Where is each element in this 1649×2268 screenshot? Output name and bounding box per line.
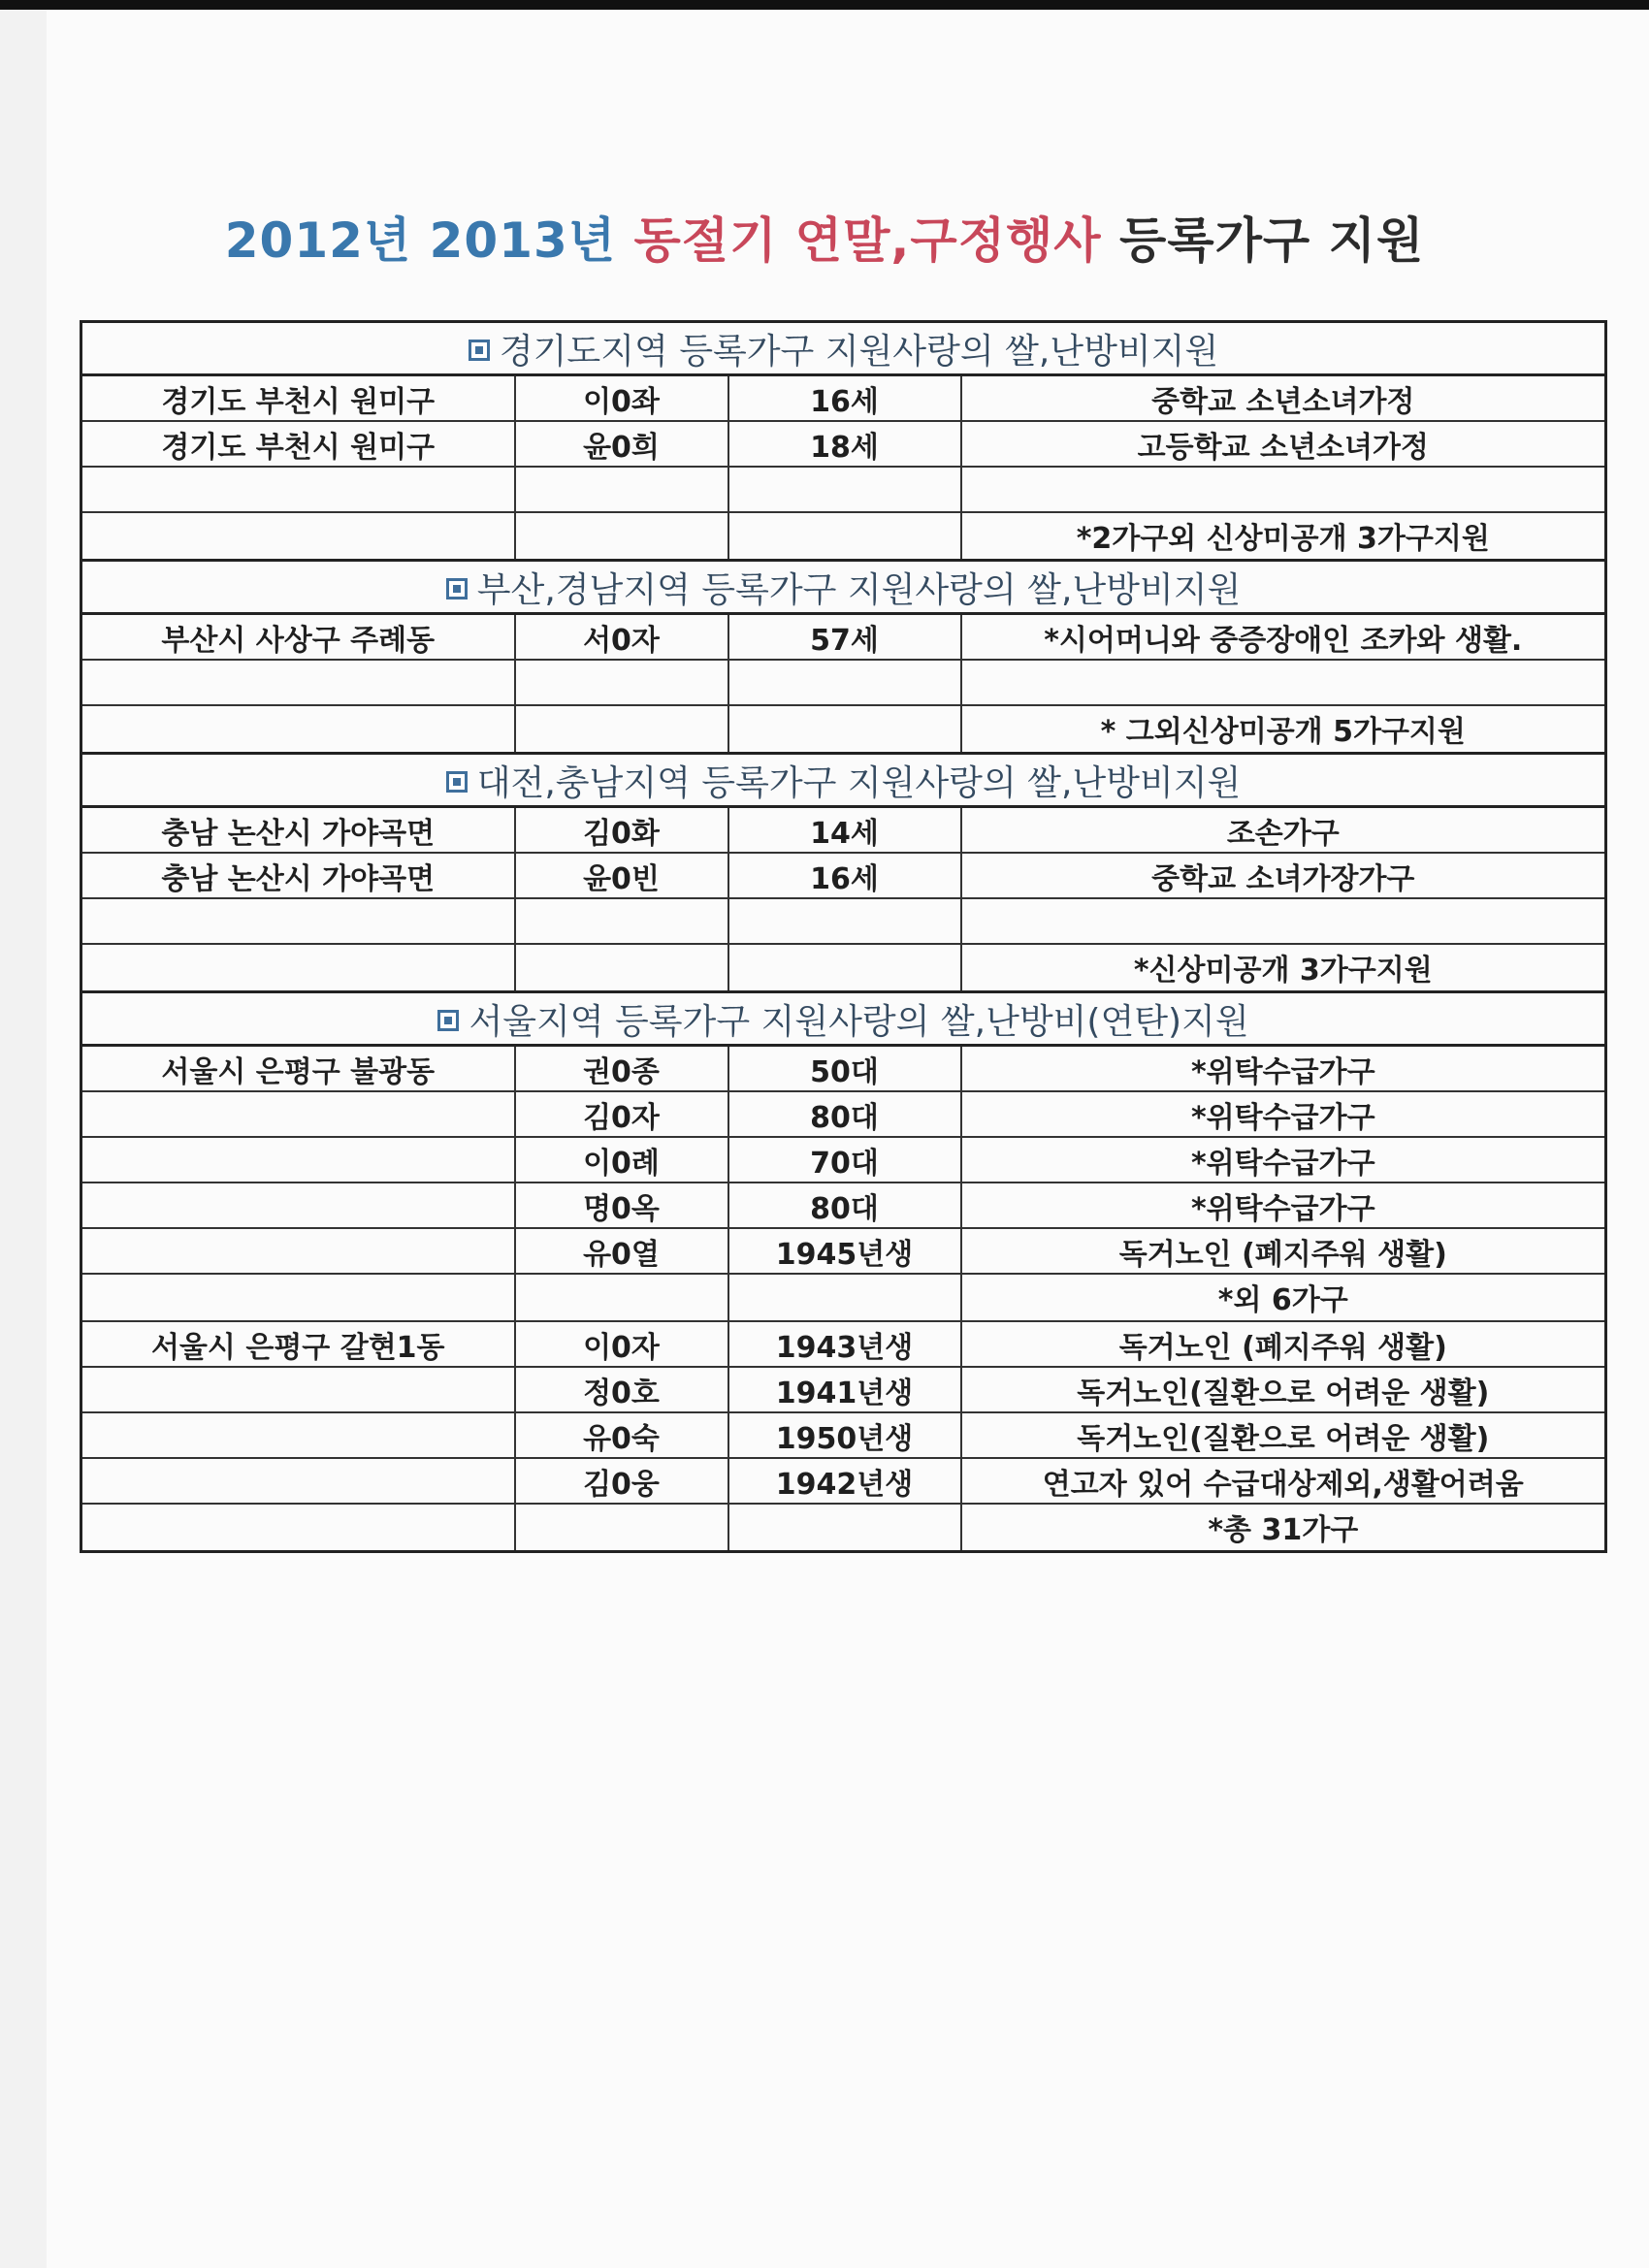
table-row (81, 944, 1606, 992)
note-cell: 고등학교 소년소녀가정 (961, 421, 1606, 467)
table-row (81, 614, 1606, 661)
region-cell (81, 512, 515, 561)
note-cell: *신상미공개 3가구지원 (961, 944, 1606, 992)
age-cell (728, 1504, 961, 1552)
table-row (81, 705, 1606, 754)
section-header (81, 754, 1606, 807)
name-cell: 김0자 (515, 1091, 728, 1137)
name-cell: 윤0빈 (515, 853, 728, 898)
age-cell: 14세 (728, 807, 961, 854)
note-cell: *2가구외 신상미공개 3가구지원 (961, 512, 1606, 561)
section-header (81, 561, 1606, 614)
section-header-row (81, 322, 1606, 375)
table-row (81, 1321, 1606, 1367)
table-row (81, 1183, 1606, 1228)
square-icon (469, 340, 490, 361)
region-cell (81, 660, 515, 705)
name-cell (515, 512, 728, 561)
name-cell: 김0웅 (515, 1458, 728, 1504)
region-cell (81, 1504, 515, 1552)
title-event: 동절기 연말,구정행사 (633, 212, 1102, 269)
region-cell: 경기도 부천시 원미구 (81, 375, 515, 422)
region-cell (81, 1274, 515, 1321)
age-cell: 57세 (728, 614, 961, 661)
name-cell: 이0좌 (515, 375, 728, 422)
age-cell (728, 944, 961, 992)
page-title (0, 202, 1649, 272)
note-cell: 중학교 소년소녀가정 (961, 375, 1606, 422)
name-cell: 권0종 (515, 1046, 728, 1092)
table-row (81, 660, 1606, 705)
name-cell (515, 467, 728, 512)
note-cell: * 그외신상미공개 5가구지원 (961, 705, 1606, 754)
title-subject: 등록가구 지원 (1119, 212, 1425, 269)
note-cell (961, 898, 1606, 944)
table-row (81, 1458, 1606, 1504)
section-header (81, 322, 1606, 375)
square-icon (437, 1010, 459, 1031)
note-cell: 독거노인 (폐지주워 생활) (961, 1228, 1606, 1274)
region-cell: 서울시 은평구 갈현1동 (81, 1321, 515, 1367)
region-cell (81, 1458, 515, 1504)
age-cell (728, 705, 961, 754)
age-cell: 80대 (728, 1183, 961, 1228)
age-cell: 16세 (728, 375, 961, 422)
name-cell: 윤0희 (515, 421, 728, 467)
table-row (81, 807, 1606, 854)
table-row (81, 1367, 1606, 1412)
region-cell (81, 898, 515, 944)
note-cell: 중학교 소녀가장가구 (961, 853, 1606, 898)
note-cell: *시어머니와 중증장애인 조카와 생활. (961, 614, 1606, 661)
table-row (81, 1228, 1606, 1274)
age-cell: 80대 (728, 1091, 961, 1137)
note-cell: 독거노인(질환으로 어려운 생활) (961, 1367, 1606, 1412)
name-cell: 서0자 (515, 614, 728, 661)
note-cell (961, 660, 1606, 705)
note-cell: *위탁수급가구 (961, 1046, 1606, 1092)
section-header (81, 992, 1606, 1046)
region-cell (81, 1137, 515, 1183)
table-row (81, 1274, 1606, 1321)
section-title: 경기도지역 등록가구 지원사랑의 쌀,난방비지원 (499, 331, 1219, 372)
support-table (80, 320, 1607, 1553)
region-cell (81, 705, 515, 754)
age-cell: 1950년생 (728, 1412, 961, 1458)
title-years: 2012년 2013년 (224, 212, 617, 269)
section-header-row (81, 992, 1606, 1046)
name-cell: 김0화 (515, 807, 728, 854)
region-cell (81, 1367, 515, 1412)
table-row (81, 853, 1606, 898)
age-cell: 50대 (728, 1046, 961, 1092)
name-cell: 유0열 (515, 1228, 728, 1274)
region-cell (81, 944, 515, 992)
region-cell: 충남 논산시 가야곡면 (81, 853, 515, 898)
age-cell: 1945년생 (728, 1228, 961, 1274)
table-row (81, 898, 1606, 944)
age-cell (728, 660, 961, 705)
age-cell: 18세 (728, 421, 961, 467)
note-cell: 독거노인 (폐지주워 생활) (961, 1321, 1606, 1367)
table-row (81, 375, 1606, 422)
age-cell (728, 898, 961, 944)
region-cell: 서울시 은평구 불광동 (81, 1046, 515, 1092)
region-cell (81, 1183, 515, 1228)
note-cell: *위탁수급가구 (961, 1091, 1606, 1137)
name-cell (515, 1274, 728, 1321)
age-cell: 16세 (728, 853, 961, 898)
region-cell (81, 1091, 515, 1137)
table-row (81, 467, 1606, 512)
age-cell: 70대 (728, 1137, 961, 1183)
age-cell: 1941년생 (728, 1367, 961, 1412)
scan-left-edge (0, 10, 47, 2268)
table-row (81, 1137, 1606, 1183)
name-cell (515, 944, 728, 992)
note-cell: *위탁수급가구 (961, 1183, 1606, 1228)
note-cell: 독거노인(질환으로 어려운 생활) (961, 1412, 1606, 1458)
region-cell: 부산시 사상구 주례동 (81, 614, 515, 661)
region-cell (81, 1228, 515, 1274)
name-cell: 명0옥 (515, 1183, 728, 1228)
note-cell (961, 467, 1606, 512)
section-title: 부산,경남지역 등록가구 지원사랑의 쌀,난방비지원 (476, 569, 1242, 610)
name-cell: 이0자 (515, 1321, 728, 1367)
age-cell: 1943년생 (728, 1321, 961, 1367)
name-cell: 유0숙 (515, 1412, 728, 1458)
note-cell: 연고자 있어 수급대상제외,생활어려움 (961, 1458, 1606, 1504)
name-cell: 정0호 (515, 1367, 728, 1412)
section-title: 대전,충남지역 등록가구 지원사랑의 쌀,난방비지원 (476, 762, 1242, 803)
square-icon (446, 578, 468, 599)
region-cell: 충남 논산시 가야곡면 (81, 807, 515, 854)
region-cell: 경기도 부천시 원미구 (81, 421, 515, 467)
note-cell: *총 31가구 (961, 1504, 1606, 1552)
note-cell: *외 6가구 (961, 1274, 1606, 1321)
age-cell (728, 467, 961, 512)
name-cell (515, 1504, 728, 1552)
table-row (81, 1091, 1606, 1137)
name-cell: 이0례 (515, 1137, 728, 1183)
section-header-row (81, 754, 1606, 807)
region-cell (81, 467, 515, 512)
section-header-row (81, 561, 1606, 614)
age-cell: 1942년생 (728, 1458, 961, 1504)
region-cell (81, 1412, 515, 1458)
section-title: 서울지역 등록가구 지원사랑의 쌀,난방비(연탄)지원 (469, 1001, 1249, 1042)
note-cell: *위탁수급가구 (961, 1137, 1606, 1183)
square-icon (446, 771, 468, 793)
table-row (81, 512, 1606, 561)
age-cell (728, 512, 961, 561)
name-cell (515, 660, 728, 705)
table-row (81, 421, 1606, 467)
age-cell (728, 1274, 961, 1321)
name-cell (515, 705, 728, 754)
table-row (81, 1412, 1606, 1458)
note-cell: 조손가구 (961, 807, 1606, 854)
name-cell (515, 898, 728, 944)
scan-top-edge (0, 0, 1649, 10)
table-row (81, 1504, 1606, 1552)
table-row (81, 1046, 1606, 1092)
